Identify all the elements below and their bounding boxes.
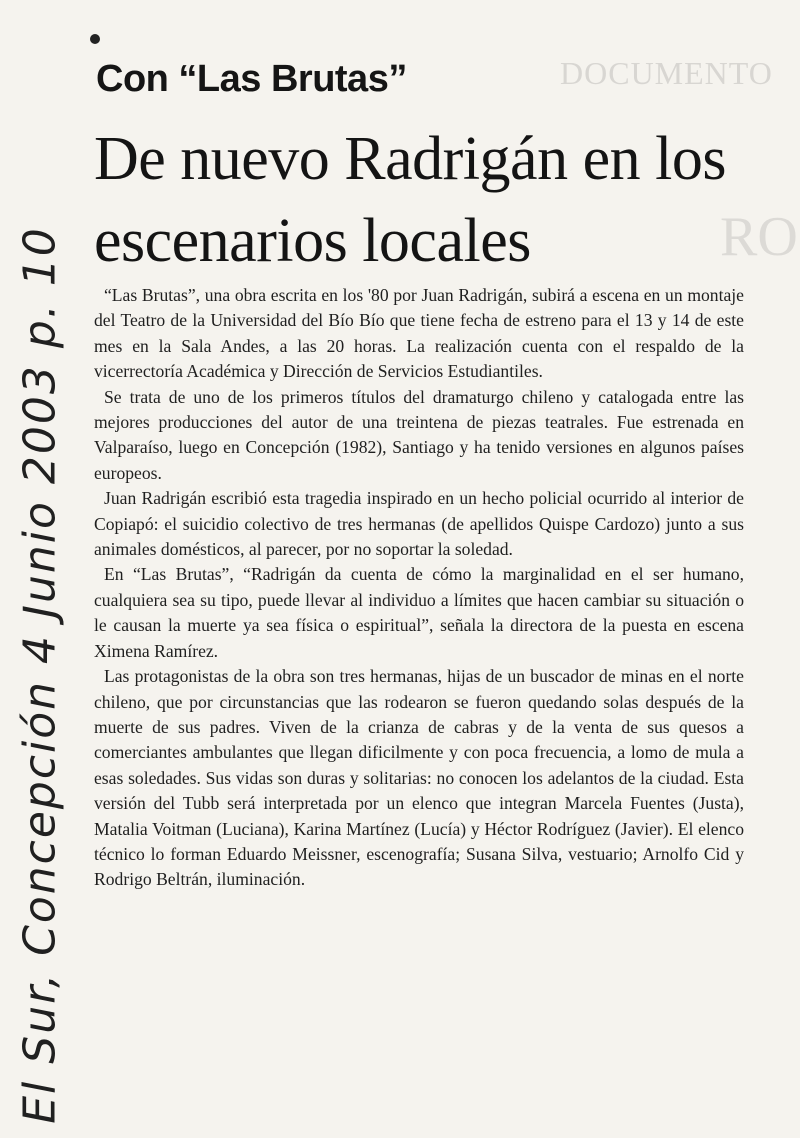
article-paragraph: Juan Radrigán escribió esta tragedia inspirado en un hecho policial ocurrido al interior de Copiapó: el suicidio colectivo de tres hermanas (de apellidos Quispe Cardozo) junto a sus animales domésticos, al parecer, por no soportar la soledad. [94, 488, 744, 560]
article-headline: De nuevo Radrigán en los escenarios locales [94, 125, 726, 275]
handwritten-annotation [0, 225, 80, 1125]
article-paragraph: Las protagonistas de la obra son tres hermanas, hijas de un buscador de minas en el norte chileno, que por circunstancias que las rodearon se fueron quedando solas después de la muerte de sus padres. Viven de la crianza de cabras y de la venta de sus quesos a comerciantes ambulantes que llegan dificilmente y con poca frecuencia, a lomo de mula a esas soledades. Sus vidas son duras y solitarias: no conocen los adelantos de la ciudad. Esta versión del Tubb será interpretada por un elenco que integran Marcela Fuentes (Justa), Matalia Voitman (Luciana), Karina Martínez (Lucía) y Héctor Rodríguez (Javier). El elenco técnico lo forman Eduardo Meissner, escenografía; Susana Silva, vestuario; Arnolfo Cid y Rodrigo Beltrán, iluminación. [94, 666, 744, 890]
bullet-dot [90, 34, 100, 44]
article-paragraph: En “Las Brutas”, “Radrigán da cuenta de cómo la marginalidad en el ser humano, cualquiera sea su tipo, puede llevar al individuo a límites que hacen cambiar su situación o le causan la muerte ya sea física o espiritual”, señala la directora de la puesta en escena Ximena Ramírez. [94, 564, 744, 661]
bleed-through-text-mid: RO [720, 206, 798, 265]
bleed-through-text-top: DOCUMENTO [560, 55, 773, 91]
handwritten-source-note: El Sur, Concepción 4 Junio 2003 p. 10 [14, 226, 66, 1124]
article-kicker: Con “Las Brutas” [96, 58, 407, 100]
article-paragraph: “Las Brutas”, una obra escrita en los '80 por Juan Radrigán, subirá a escena en un montaje del Teatro de la Universidad del Bío Bío que tiene fecha de estreno para el 13 y 14 de este mes en la Sala Andes, a las 20 horas. La realización cuenta con el respaldo de la vicerrectoría Académica y Dirección de Servicios Estudiantiles. [94, 285, 744, 382]
article-body [94, 283, 744, 893]
article-paragraph: Se trata de uno de los primeros títulos del dramaturgo chileno y catalogada entre las mejores producciones del autor de una treintena de piezas teatrales. Fue estrenada en Valparaíso, luego en Concepción (1982), Santiago y ha tenido versiones en algunos países europeos. [94, 386, 744, 483]
